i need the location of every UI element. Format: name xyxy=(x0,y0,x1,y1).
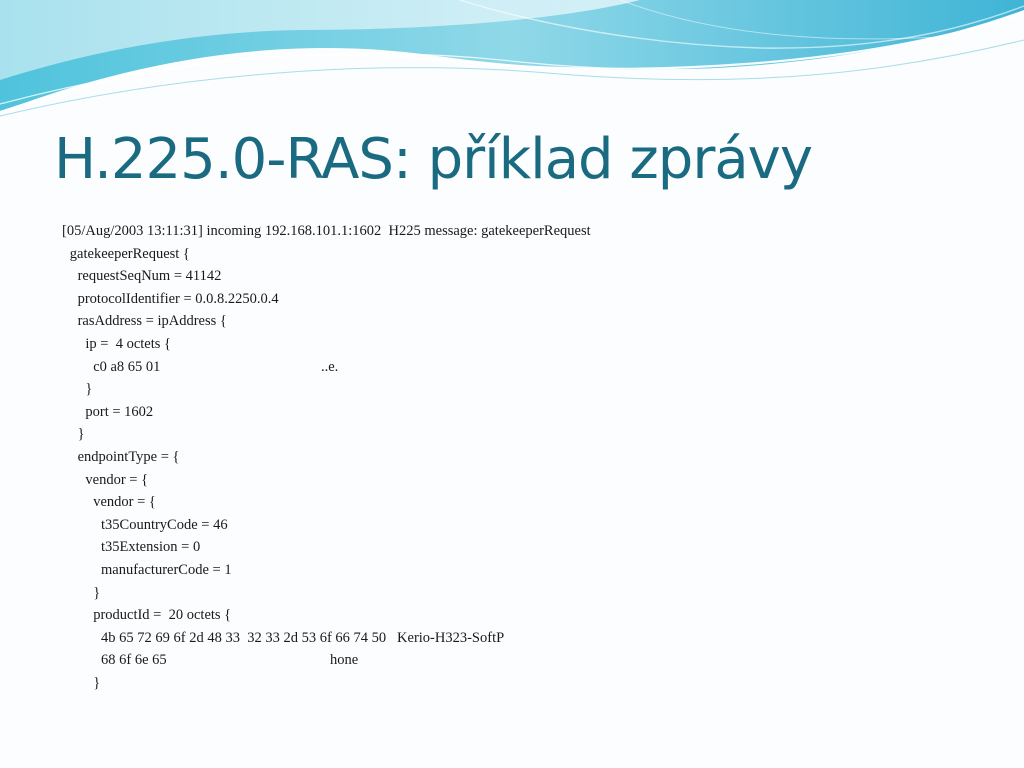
log-line-text: } xyxy=(85,381,93,398)
log-line-text: t35Extension = 0 xyxy=(101,539,201,556)
log-line-text: endpointType = { xyxy=(77,448,180,465)
log-line xyxy=(62,582,1002,605)
log-line-text: rasAddress = ipAddress { xyxy=(77,313,227,330)
log-line xyxy=(62,514,1002,537)
log-line xyxy=(62,604,1002,627)
log-line xyxy=(62,378,1002,401)
decorative-wave-header xyxy=(0,0,1024,130)
log-line xyxy=(62,310,1002,333)
log-line xyxy=(62,333,1002,356)
log-line-text: t35CountryCode = 46 xyxy=(101,516,228,533)
log-line-text: [05/Aug/2003 13:11:31] incoming 192.168.101.1:1602 H225 message: gatekeeperRequest xyxy=(62,223,591,239)
log-line xyxy=(62,559,1002,582)
log-line xyxy=(62,288,1002,311)
log-line-ascii: hone xyxy=(330,652,359,669)
log-line xyxy=(62,672,1002,695)
log-line xyxy=(62,356,1002,379)
log-line-text: vendor = { xyxy=(85,471,149,488)
log-line-text: vendor = { xyxy=(93,494,156,511)
log-line xyxy=(62,649,1002,672)
log-line-text: 68 6f 6e 65 xyxy=(101,652,167,669)
log-line-text: c0 a8 65 01 xyxy=(93,358,161,375)
log-line-text: port = 1602 xyxy=(85,403,154,420)
log-line xyxy=(62,423,1002,446)
log-line xyxy=(62,220,1002,243)
log-line-text: protocolIdentifier = 0.0.8.2250.0.4 xyxy=(77,290,279,307)
log-line xyxy=(62,469,1002,492)
log-line-text: manufacturerCode = 1 xyxy=(101,561,232,578)
log-line-ascii: ..e. xyxy=(321,358,339,375)
log-line-text: ip = 4 octets { xyxy=(85,335,172,352)
log-line xyxy=(62,627,1002,650)
log-line-text: 4b 65 72 69 6f 2d 48 33 32 33 2d 53 6f 66 74 50 Kerio-H323-SoftP xyxy=(101,629,505,646)
log-line-text: } xyxy=(93,674,101,691)
log-line xyxy=(62,243,1002,266)
log-line xyxy=(62,265,1002,288)
log-line-text: } xyxy=(93,584,101,601)
log-line xyxy=(62,446,1002,469)
log-line-text: productId = 20 octets { xyxy=(93,607,232,624)
log-line-text: } xyxy=(77,426,85,443)
log-line-text: gatekeeperRequest { xyxy=(69,245,190,262)
log-line xyxy=(62,491,1002,514)
log-line xyxy=(62,536,1002,559)
slide-title: H.225.0-RAS: příklad zprávy xyxy=(54,127,812,192)
log-line xyxy=(62,401,1002,424)
log-message-body xyxy=(62,220,1002,694)
log-line-text: requestSeqNum = 41142 xyxy=(77,268,222,285)
